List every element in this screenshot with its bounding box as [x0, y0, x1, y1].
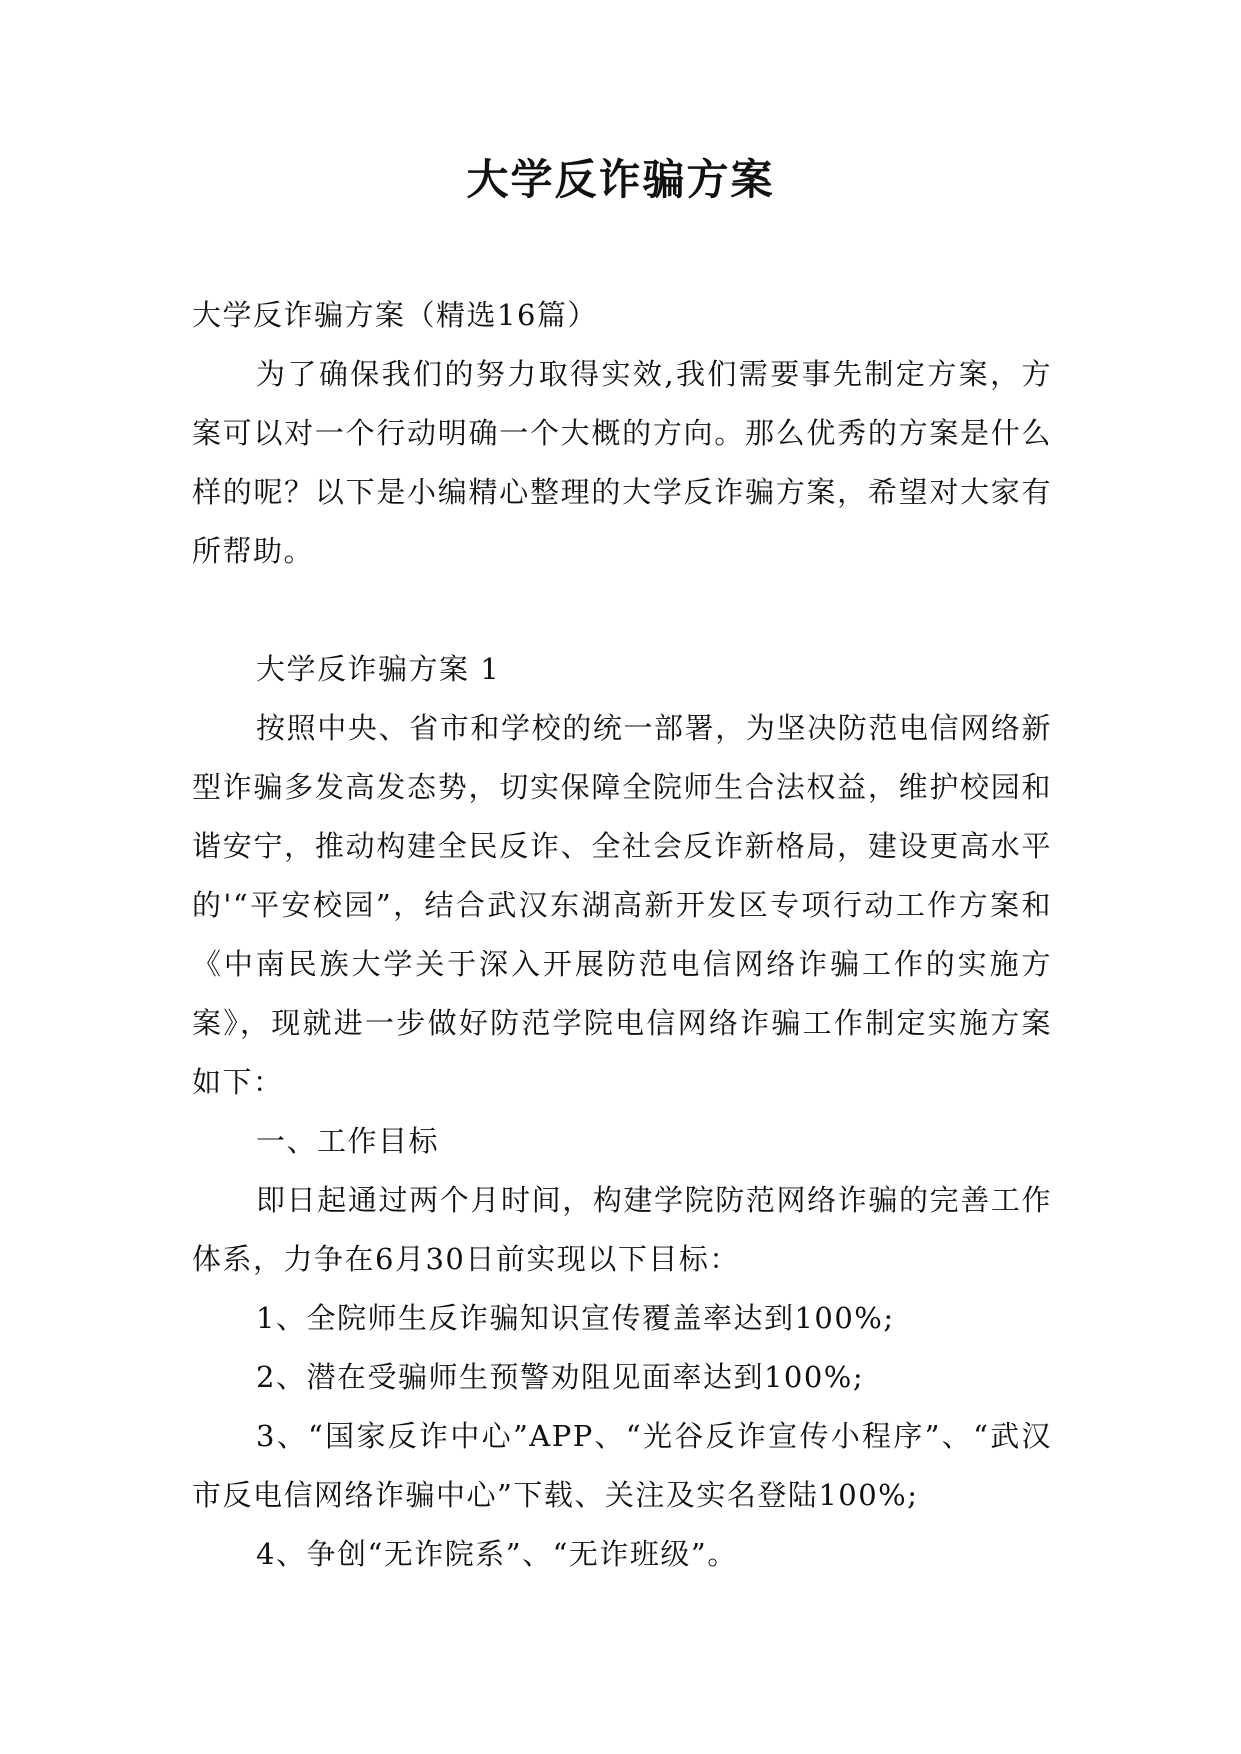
document-title: 大学反诈骗方案: [466, 155, 775, 204]
paragraph-spacer: [192, 581, 1052, 640]
goal-paragraph: 即日起通过两个月时间，构建学院防范网络诈骗的完善工作体系，力争在6月30日前实现以下目标：: [192, 1183, 1052, 1276]
section-heading: 大学反诈骗方案 1: [256, 652, 501, 686]
goal-item: 4、争创“无诈院系”、“无诈班级”。: [256, 1537, 738, 1571]
goal-item: 2、潜在受骗师生预警劝阻见面率达到100%;: [256, 1360, 865, 1394]
document-subtitle: 大学反诈骗方案（精选16篇）: [192, 298, 598, 332]
document-body: [192, 286, 1052, 1584]
goal-item: 3、“国家反诈中心”APP、“光谷反诈宣传小程序”、“武汉市反电信网络诈骗中心”下载、关注及实名登陆100%;: [192, 1419, 1052, 1512]
goal-heading: 一、工作目标: [256, 1124, 440, 1158]
section-paragraph: 按照中央、省市和学校的统一部署，为坚决防范电信网络新型诈骗多发高发态势，切实保障全院师生合法权益，维护校园和谐安宁，推动构建全民反诈、全社会反诈新格局，建设更高水平的'“平安校园”，结合武汉东湖高新开发区专项行动工作方案和《中南民族大学关于深入开展防范电信网络诈骗工作的实施方案》，现就进一步做好防范学院电信网络诈骗工作制定实施方案如下：: [192, 711, 1052, 1099]
goal-item: 1、全院师生反诈骗知识宣传覆盖率达到100%;: [256, 1301, 895, 1335]
intro-paragraph: 为了确保我们的努力取得实效,我们需要事先制定方案，方案可以对一个行动明确一个大概的方向。那么优秀的方案是什么样的呢？以下是小编精心整理的大学反诈骗方案，希望对大家有所帮助。: [192, 357, 1052, 568]
